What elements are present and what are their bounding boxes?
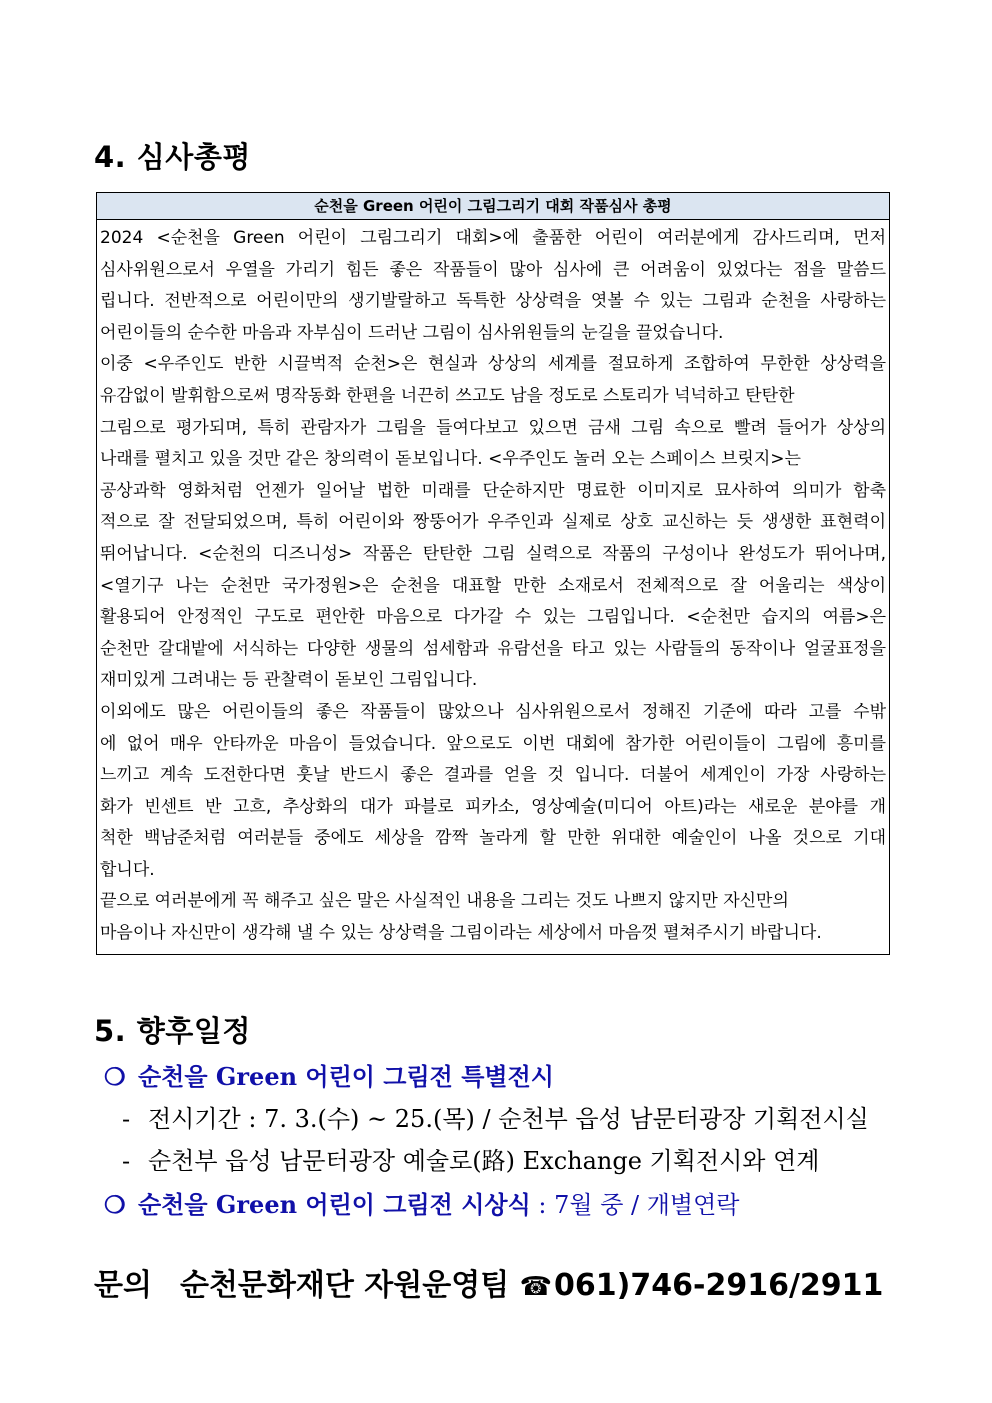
circle-bullet-icon: ❍ — [104, 1190, 126, 1219]
section-5-title: 5. 향후일정 — [94, 1014, 251, 1048]
review-line: 합니다. — [100, 859, 155, 880]
review-line: 활용되어 안정적인 구도로 편안한 마음으로 다가갈 수 있는 그림입니다. <순천만 습지의 여름>은 — [100, 607, 886, 628]
review-line: 재미있게 그려내는 등 관찰력이 돋보인 그림입니다. — [100, 670, 478, 691]
review-line: 뛰어납니다. <순천의 디즈니성> 작품은 탄탄한 그림 실력으로 작품의 구성이나 완성도가 뛰어나며, — [100, 543, 886, 564]
review-line: 이외에도 많은 어린이들의 좋은 작품들이 많았으나 심사위원으로서 정해진 기준에 따라 고를 수밖 — [100, 701, 886, 722]
ceremony-title: 순천을 Green 어린이 그림전 시상식 — [138, 1190, 531, 1219]
schedule-subitem-period — [104, 1103, 869, 1135]
review-line: 나래를 펼치고 있을 것만 같은 창의력이 돋보입니다. <우주인도 놀러 오는 스페이스 브릿지>는 — [100, 449, 801, 470]
exhibition-title: 순천을 Green 어린이 그림전 특별전시 — [138, 1062, 554, 1091]
review-table-body — [97, 220, 889, 954]
contact-line — [94, 1266, 883, 1307]
review-line: 순천만 갈대밭에 서식하는 다양한 생물의 섬세함과 유람선을 타고 있는 사람들의 동작이나 얼굴표정을 — [100, 638, 886, 659]
review-line: 2024 <순천을 Green 어린이 그림그리기 대회>에 출품한 어린이 여러분에게 감사드리며, 먼저 — [100, 228, 886, 248]
contact-phone: 061)746-2916/2911 — [554, 1268, 884, 1303]
dash-bullet: - — [122, 1147, 131, 1175]
schedule-item-ceremony — [104, 1189, 739, 1221]
contact-team: 순천문화재단 자원운영팀 — [179, 1268, 510, 1303]
review-line: 마음이나 자신만이 생각해 낼 수 있는 상상력을 그림이라는 세상에서 마음껏 펼쳐주시기 바랍니다. — [100, 923, 822, 944]
contact-label: 문의 — [94, 1268, 152, 1303]
schedule-subitem-link — [104, 1145, 819, 1177]
ceremony-detail: : 7월 중 / 개별연락 — [530, 1191, 740, 1219]
review-line: 심사위원으로서 우열을 가리기 힘든 좋은 작품들이 많아 심사에 큰 어려움이 있었다는 점을 말씀드 — [100, 259, 886, 280]
review-line: 그림으로 평가되며, 특히 관람자가 그림을 들여다보고 있으면 금새 그림 속으로 빨려 들어가 상상의 — [100, 417, 886, 438]
review-line: <열기구 나는 순천만 국가정원>은 순천을 대표할 만한 소재로서 전체적으로 잘 어울리는 색상이 — [100, 575, 886, 596]
review-line: 립니다. 전반적으로 어린이만의 생기발랄하고 독특한 상상력을 엿볼 수 있는 그림과 순천을 사랑하는 — [100, 291, 886, 312]
review-line: 화가 빈센트 반 고흐, 추상화의 대가 파블로 피카소, 영상예술(미디어 아트)라는 새로운 분야를 개 — [100, 796, 886, 817]
circle-bullet-icon: ❍ — [104, 1062, 126, 1091]
review-line: 유감없이 발휘함으로써 명작동화 한편을 너끈히 쓰고도 남을 정도로 스토리가 넉넉하고 탄탄한 — [100, 385, 795, 406]
section-4-title: 4. 심사총평 — [94, 140, 251, 174]
exhibition-period: 전시기간 : 7. 3.(수) ~ 25.(목) / 순천부 읍성 남문터광장 기획전시실 — [148, 1105, 869, 1133]
review-line: 느끼고 계속 도전한다면 훗날 반드시 좋은 결과를 얻을 것 입니다. 더불어 세계인이 가장 사랑하는 — [100, 765, 886, 786]
review-line: 이중 <우주인도 반한 시끌벅적 순천>은 현실과 상상의 세계를 절묘하게 조합하여 무한한 상상력을 — [100, 354, 886, 375]
review-table — [96, 192, 890, 955]
dash-bullet: - — [122, 1105, 131, 1133]
review-line: 어린이들의 순수한 마음과 자부심이 드러난 그림이 심사위원들의 눈길을 끌었습니다. — [100, 322, 724, 343]
review-line: 에 없어 매우 안타까운 마음이 들었습니다. 앞으로도 이번 대회에 참가한 어린이들이 그림에 흥미를 — [100, 733, 886, 754]
review-line: 공상과학 영화처럼 언젠가 일어날 법한 미래를 단순하지만 명료한 이미지로 묘사하여 의미가 함축 — [100, 480, 886, 501]
review-line: 끝으로 여러분에게 꼭 해주고 싶은 말은 사실적인 내용을 그리는 것도 나쁘지 않지만 자신만의 — [100, 891, 789, 912]
exhibition-link: 순천부 읍성 남문터광장 예술로(路) Exchange 기획전시와 연계 — [148, 1147, 820, 1175]
phone-icon: ☎ — [519, 1272, 553, 1302]
review-table-header: 순천을 Green 어린이 그림그리기 대회 작품심사 총평 — [97, 193, 889, 220]
schedule-item-exhibition — [104, 1061, 554, 1093]
review-line: 적으로 잘 전달되었으며, 특히 어린이와 짱뚱어가 우주인과 실제로 상호 교신하는 듯 생생한 표현력이 — [100, 512, 886, 533]
review-line: 척한 백남준처럼 여러분들 중에도 세상을 깜짝 놀라게 할 만한 위대한 예술인이 나올 것으로 기대 — [100, 828, 886, 849]
